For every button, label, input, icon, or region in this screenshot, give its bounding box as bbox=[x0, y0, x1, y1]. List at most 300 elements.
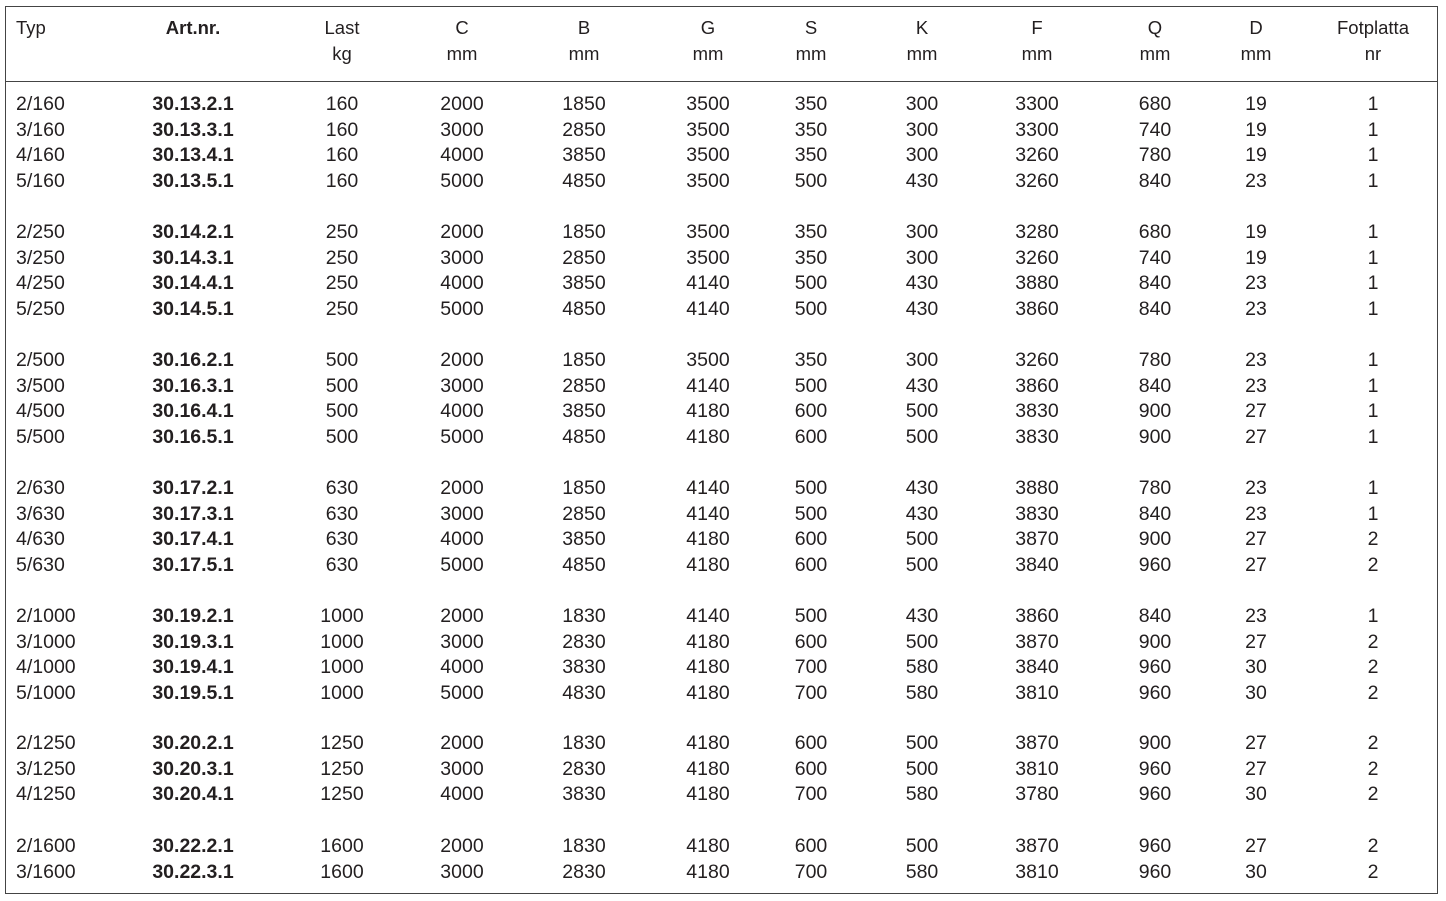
table-cell-typ: 5/250 bbox=[16, 297, 65, 320]
table-cell-typ: 2/160 bbox=[16, 93, 65, 115]
table-cell-f: 3870 bbox=[1015, 528, 1059, 551]
table-cell-last: 250 bbox=[325, 297, 359, 320]
table-cell-artnr: 30.16.3.1 bbox=[152, 374, 234, 397]
table-cell-s: 700 bbox=[794, 681, 828, 704]
table-cell-f: 3870 bbox=[1015, 835, 1059, 857]
table-cell-typ: 4/500 bbox=[16, 400, 65, 423]
table-cell-b: 2850 bbox=[562, 118, 606, 141]
table-cell-b: 1830 bbox=[562, 605, 606, 627]
table-cell-artnr: 30.14.5.1 bbox=[152, 297, 234, 320]
table-cell-b: 4850 bbox=[562, 553, 606, 576]
table-cell-q: 960 bbox=[1138, 757, 1172, 780]
table-cell-d: 27 bbox=[1245, 528, 1267, 551]
table-cell-typ: 2/1250 bbox=[16, 732, 76, 754]
table-cell-c: 3000 bbox=[440, 374, 484, 397]
table-cell-artnr: 30.20.3.1 bbox=[152, 757, 234, 780]
table-cell-b: 3850 bbox=[562, 272, 606, 295]
table-cell-artnr: 30.14.3.1 bbox=[152, 246, 234, 269]
table-cell-g: 4180 bbox=[686, 757, 730, 780]
table-cell-b: 4850 bbox=[562, 297, 606, 320]
table-cell-c: 5000 bbox=[440, 681, 484, 704]
table-cell-s: 500 bbox=[794, 477, 828, 499]
table-cell-artnr: 30.13.5.1 bbox=[152, 169, 234, 192]
table-cell-f: 3780 bbox=[1015, 783, 1059, 806]
table-cell-artnr: 30.14.2.1 bbox=[152, 221, 234, 243]
table-cell-b: 2830 bbox=[562, 630, 606, 653]
table-cell-d: 27 bbox=[1245, 732, 1267, 754]
table-cell-artnr: 30.22.2.1 bbox=[152, 835, 234, 857]
table-cell-k: 580 bbox=[905, 656, 939, 679]
table-cell-k: 580 bbox=[905, 681, 939, 704]
table-cell-typ: 3/500 bbox=[16, 374, 65, 397]
table-cell-c: 5000 bbox=[440, 425, 484, 448]
table-cell-g: 4140 bbox=[686, 605, 730, 627]
table-cell-typ: 3/250 bbox=[16, 246, 65, 269]
table-cell-b: 2850 bbox=[562, 502, 606, 525]
table-cell-fot: 1 bbox=[1367, 144, 1379, 167]
column-unit-b: mm bbox=[568, 43, 600, 64]
table-cell-g: 3500 bbox=[686, 169, 730, 192]
table-cell-b: 4850 bbox=[562, 425, 606, 448]
table-cell-c: 2000 bbox=[440, 605, 484, 627]
table-cell-d: 27 bbox=[1245, 835, 1267, 857]
table-cell-g: 4180 bbox=[686, 425, 730, 448]
table-cell-s: 350 bbox=[794, 349, 828, 371]
table-cell-fot: 2 bbox=[1367, 681, 1379, 704]
table-cell-f: 3260 bbox=[1015, 169, 1059, 192]
table-cell-s: 350 bbox=[794, 93, 828, 115]
table-cell-f: 3880 bbox=[1015, 477, 1059, 499]
table-cell-g: 4180 bbox=[686, 860, 730, 883]
table-cell-c: 3000 bbox=[440, 246, 484, 269]
table-cell-q: 740 bbox=[1138, 246, 1172, 269]
table-cell-d: 23 bbox=[1245, 169, 1267, 192]
table-cell-fot: 1 bbox=[1367, 221, 1379, 243]
table-cell-last: 250 bbox=[325, 272, 359, 295]
table-cell-f: 3300 bbox=[1015, 118, 1059, 141]
table-cell-d: 27 bbox=[1245, 757, 1267, 780]
table-cell-last: 1000 bbox=[320, 656, 364, 679]
table-cell-s: 700 bbox=[794, 656, 828, 679]
table-cell-q: 900 bbox=[1138, 630, 1172, 653]
table-cell-q: 780 bbox=[1138, 349, 1172, 371]
table-cell-s: 350 bbox=[794, 118, 828, 141]
table-cell-f: 3860 bbox=[1015, 605, 1059, 627]
table-cell-c: 4000 bbox=[440, 656, 484, 679]
table-cell-f: 3840 bbox=[1015, 656, 1059, 679]
table-cell-d: 19 bbox=[1245, 118, 1267, 141]
table-cell-artnr: 30.13.2.1 bbox=[152, 93, 234, 115]
table-cell-q: 840 bbox=[1138, 502, 1172, 525]
table-cell-s: 600 bbox=[794, 732, 828, 754]
table-cell-d: 23 bbox=[1245, 272, 1267, 295]
table-cell-c: 4000 bbox=[440, 528, 484, 551]
table-cell-q: 900 bbox=[1138, 528, 1172, 551]
table-cell-typ: 3/630 bbox=[16, 502, 65, 525]
table-cell-k: 430 bbox=[905, 169, 939, 192]
table-cell-last: 250 bbox=[325, 246, 359, 269]
table-cell-k: 500 bbox=[905, 630, 939, 653]
column-header-typ: Typ bbox=[16, 17, 46, 38]
table-cell-b: 3850 bbox=[562, 400, 606, 423]
table-cell-c: 5000 bbox=[440, 553, 484, 576]
table-cell-last: 1000 bbox=[320, 681, 364, 704]
column-unit-last: kg bbox=[332, 43, 352, 64]
table-cell-fot: 1 bbox=[1367, 605, 1379, 627]
table-cell-c: 3000 bbox=[440, 860, 484, 883]
table-cell-last: 500 bbox=[325, 425, 359, 448]
table-cell-artnr: 30.17.5.1 bbox=[152, 553, 234, 576]
table-cell-f: 3870 bbox=[1015, 732, 1059, 754]
table-cell-typ: 5/1000 bbox=[16, 681, 76, 704]
table-cell-k: 430 bbox=[905, 502, 939, 525]
table-cell-last: 500 bbox=[325, 400, 359, 423]
table-cell-c: 4000 bbox=[440, 144, 484, 167]
table-cell-f: 3810 bbox=[1015, 681, 1059, 704]
column-unit-k: mm bbox=[906, 43, 938, 64]
table-cell-c: 4000 bbox=[440, 783, 484, 806]
table-cell-typ: 2/1000 bbox=[16, 605, 76, 627]
table-cell-q: 840 bbox=[1138, 605, 1172, 627]
table-cell-d: 19 bbox=[1245, 93, 1267, 115]
table-cell-artnr: 30.16.2.1 bbox=[152, 349, 234, 371]
table-cell-c: 5000 bbox=[440, 297, 484, 320]
table-cell-last: 630 bbox=[325, 553, 359, 576]
table-cell-typ: 4/1250 bbox=[16, 783, 76, 806]
table-cell-typ: 5/500 bbox=[16, 425, 65, 448]
table-cell-f: 3260 bbox=[1015, 144, 1059, 167]
table-cell-c: 3000 bbox=[440, 502, 484, 525]
table-cell-b: 4830 bbox=[562, 681, 606, 704]
table-cell-c: 2000 bbox=[440, 349, 484, 371]
table-cell-d: 27 bbox=[1245, 425, 1267, 448]
table-cell-b: 3850 bbox=[562, 528, 606, 551]
table-cell-g: 4140 bbox=[686, 272, 730, 295]
table-cell-typ: 2/1600 bbox=[16, 835, 76, 857]
table-cell-q: 900 bbox=[1138, 400, 1172, 423]
table-cell-artnr: 30.13.3.1 bbox=[152, 118, 234, 141]
table-cell-typ: 2/250 bbox=[16, 221, 65, 243]
table-cell-s: 350 bbox=[794, 246, 828, 269]
table-cell-c: 2000 bbox=[440, 835, 484, 857]
table-cell-c: 3000 bbox=[440, 118, 484, 141]
table-cell-typ: 3/1600 bbox=[16, 860, 76, 883]
table-cell-g: 3500 bbox=[686, 93, 730, 115]
column-unit-d: mm bbox=[1240, 43, 1272, 64]
table-cell-d: 23 bbox=[1245, 477, 1267, 499]
table-cell-g: 4140 bbox=[686, 374, 730, 397]
table-cell-c: 3000 bbox=[440, 630, 484, 653]
table-cell-q: 960 bbox=[1138, 656, 1172, 679]
column-unit-g: mm bbox=[692, 43, 724, 64]
table-cell-f: 3830 bbox=[1015, 400, 1059, 423]
column-header-g: G bbox=[700, 17, 716, 38]
table-cell-q: 680 bbox=[1138, 93, 1172, 115]
table-cell-artnr: 30.19.3.1 bbox=[152, 630, 234, 653]
table-cell-k: 500 bbox=[905, 732, 939, 754]
table-cell-k: 500 bbox=[905, 553, 939, 576]
table-cell-last: 500 bbox=[325, 374, 359, 397]
table-cell-b: 1850 bbox=[562, 349, 606, 371]
table-cell-s: 500 bbox=[794, 502, 828, 525]
table-cell-k: 580 bbox=[905, 860, 939, 883]
table-cell-g: 4180 bbox=[686, 528, 730, 551]
table-cell-artnr: 30.14.4.1 bbox=[152, 272, 234, 295]
table-cell-artnr: 30.16.5.1 bbox=[152, 425, 234, 448]
table-cell-fot: 1 bbox=[1367, 400, 1379, 423]
table-cell-q: 840 bbox=[1138, 272, 1172, 295]
table-cell-fot: 1 bbox=[1367, 502, 1379, 525]
table-cell-d: 27 bbox=[1245, 630, 1267, 653]
table-cell-b: 3850 bbox=[562, 144, 606, 167]
table-cell-artnr: 30.19.4.1 bbox=[152, 656, 234, 679]
table-cell-g: 4180 bbox=[686, 783, 730, 806]
column-header-q: Q bbox=[1147, 17, 1163, 38]
table-cell-s: 600 bbox=[794, 528, 828, 551]
table-cell-fot: 1 bbox=[1367, 349, 1379, 371]
table-cell-artnr: 30.13.4.1 bbox=[152, 144, 234, 167]
table-cell-d: 23 bbox=[1245, 502, 1267, 525]
table-cell-fot: 2 bbox=[1367, 732, 1379, 754]
table-cell-s: 600 bbox=[794, 835, 828, 857]
table-cell-typ: 3/1000 bbox=[16, 630, 76, 653]
table-cell-g: 3500 bbox=[686, 221, 730, 243]
table-cell-fot: 2 bbox=[1367, 528, 1379, 551]
table-cell-s: 700 bbox=[794, 860, 828, 883]
table-cell-fot: 1 bbox=[1367, 477, 1379, 499]
table-cell-k: 500 bbox=[905, 757, 939, 780]
table-cell-typ: 5/630 bbox=[16, 553, 65, 576]
table-cell-g: 3500 bbox=[686, 349, 730, 371]
table-cell-last: 630 bbox=[325, 528, 359, 551]
table-cell-last: 1250 bbox=[320, 732, 364, 754]
table-cell-q: 900 bbox=[1138, 732, 1172, 754]
table-cell-q: 840 bbox=[1138, 374, 1172, 397]
table-cell-fot: 1 bbox=[1367, 297, 1379, 320]
table-cell-k: 500 bbox=[905, 835, 939, 857]
table-cell-k: 430 bbox=[905, 272, 939, 295]
table-cell-c: 2000 bbox=[440, 93, 484, 115]
column-header-d: D bbox=[1249, 17, 1263, 38]
table-cell-last: 1600 bbox=[320, 860, 364, 883]
table-cell-d: 30 bbox=[1245, 681, 1267, 704]
column-unit-c: mm bbox=[446, 43, 478, 64]
table-cell-c: 2000 bbox=[440, 477, 484, 499]
table-cell-k: 300 bbox=[905, 349, 939, 371]
column-unit-f: mm bbox=[1021, 43, 1053, 64]
table-cell-s: 600 bbox=[794, 425, 828, 448]
table-cell-artnr: 30.16.4.1 bbox=[152, 400, 234, 423]
table-cell-k: 300 bbox=[905, 144, 939, 167]
table-cell-b: 2850 bbox=[562, 374, 606, 397]
table-cell-f: 3840 bbox=[1015, 553, 1059, 576]
table-cell-b: 2830 bbox=[562, 757, 606, 780]
table-cell-k: 300 bbox=[905, 93, 939, 115]
table-cell-b: 3830 bbox=[562, 656, 606, 679]
table-cell-fot: 2 bbox=[1367, 630, 1379, 653]
table-cell-last: 1000 bbox=[320, 630, 364, 653]
table-cell-c: 3000 bbox=[440, 757, 484, 780]
table-cell-last: 630 bbox=[325, 502, 359, 525]
table-cell-typ: 4/1000 bbox=[16, 656, 76, 679]
column-unit-q: mm bbox=[1139, 43, 1171, 64]
table-cell-q: 840 bbox=[1138, 169, 1172, 192]
table-cell-last: 160 bbox=[325, 118, 359, 141]
table-cell-d: 19 bbox=[1245, 144, 1267, 167]
table-cell-fot: 2 bbox=[1367, 860, 1379, 883]
column-header-s: S bbox=[804, 17, 818, 38]
table-cell-s: 500 bbox=[794, 297, 828, 320]
table-cell-f: 3810 bbox=[1015, 757, 1059, 780]
table-cell-fot: 1 bbox=[1367, 425, 1379, 448]
table-cell-last: 500 bbox=[325, 349, 359, 371]
table-cell-g: 3500 bbox=[686, 144, 730, 167]
table-cell-artnr: 30.17.2.1 bbox=[152, 477, 234, 499]
table-cell-last: 250 bbox=[325, 221, 359, 243]
column-header-c: C bbox=[455, 17, 469, 38]
table-cell-typ: 2/500 bbox=[16, 349, 65, 371]
table-cell-f: 3830 bbox=[1015, 425, 1059, 448]
table-cell-q: 680 bbox=[1138, 221, 1172, 243]
table-cell-artnr: 30.20.4.1 bbox=[152, 783, 234, 806]
table-cell-f: 3860 bbox=[1015, 374, 1059, 397]
table-cell-k: 300 bbox=[905, 118, 939, 141]
table-cell-f: 3870 bbox=[1015, 630, 1059, 653]
table-cell-g: 4180 bbox=[686, 681, 730, 704]
table-cell-artnr: 30.19.5.1 bbox=[152, 681, 234, 704]
table-cell-s: 600 bbox=[794, 400, 828, 423]
table-cell-last: 630 bbox=[325, 477, 359, 499]
table-cell-last: 160 bbox=[325, 93, 359, 115]
header-divider bbox=[5, 81, 1438, 82]
table-cell-typ: 5/160 bbox=[16, 169, 65, 192]
table-cell-s: 350 bbox=[794, 144, 828, 167]
column-header-b: B bbox=[577, 17, 591, 38]
table-cell-f: 3280 bbox=[1015, 221, 1059, 243]
table-cell-g: 4140 bbox=[686, 477, 730, 499]
table-cell-d: 23 bbox=[1245, 374, 1267, 397]
table-cell-s: 500 bbox=[794, 605, 828, 627]
table-cell-k: 500 bbox=[905, 400, 939, 423]
table-cell-f: 3810 bbox=[1015, 860, 1059, 883]
table-cell-artnr: 30.17.3.1 bbox=[152, 502, 234, 525]
column-header-fot: Fotplatta bbox=[1337, 17, 1409, 38]
table-cell-last: 1000 bbox=[320, 605, 364, 627]
table-cell-typ: 4/630 bbox=[16, 528, 65, 551]
table-cell-c: 2000 bbox=[440, 221, 484, 243]
table-cell-k: 430 bbox=[905, 374, 939, 397]
table-cell-g: 3500 bbox=[686, 246, 730, 269]
table-cell-g: 4180 bbox=[686, 400, 730, 423]
table-cell-b: 1830 bbox=[562, 835, 606, 857]
table-cell-fot: 2 bbox=[1367, 783, 1379, 806]
table-cell-fot: 1 bbox=[1367, 93, 1379, 115]
table-cell-b: 1850 bbox=[562, 93, 606, 115]
table-cell-g: 4180 bbox=[686, 656, 730, 679]
table-cell-artnr: 30.22.3.1 bbox=[152, 860, 234, 883]
table-cell-last: 1250 bbox=[320, 757, 364, 780]
table-cell-c: 5000 bbox=[440, 169, 484, 192]
table-cell-q: 900 bbox=[1138, 425, 1172, 448]
table-cell-s: 500 bbox=[794, 169, 828, 192]
table-cell-d: 30 bbox=[1245, 656, 1267, 679]
column-header-f: F bbox=[1031, 17, 1043, 38]
table-cell-fot: 1 bbox=[1367, 246, 1379, 269]
table-cell-c: 2000 bbox=[440, 732, 484, 754]
table-cell-f: 3300 bbox=[1015, 93, 1059, 115]
table-cell-g: 4140 bbox=[686, 297, 730, 320]
table-cell-g: 4180 bbox=[686, 835, 730, 857]
table-cell-s: 700 bbox=[794, 783, 828, 806]
table-cell-typ: 4/250 bbox=[16, 272, 65, 295]
table-cell-d: 30 bbox=[1245, 860, 1267, 883]
table-cell-typ: 3/1250 bbox=[16, 757, 76, 780]
table-cell-last: 160 bbox=[325, 144, 359, 167]
column-header-artnr: Art.nr. bbox=[165, 17, 221, 38]
table-cell-b: 1850 bbox=[562, 477, 606, 499]
table-cell-last: 1250 bbox=[320, 783, 364, 806]
table-cell-k: 580 bbox=[905, 783, 939, 806]
table-cell-s: 500 bbox=[794, 374, 828, 397]
table-cell-s: 600 bbox=[794, 630, 828, 653]
table-cell-g: 4180 bbox=[686, 630, 730, 653]
table-cell-q: 740 bbox=[1138, 118, 1172, 141]
table-cell-q: 960 bbox=[1138, 681, 1172, 704]
table-cell-k: 430 bbox=[905, 297, 939, 320]
column-header-k: K bbox=[915, 17, 929, 38]
table-cell-b: 2850 bbox=[562, 246, 606, 269]
table-cell-q: 960 bbox=[1138, 860, 1172, 883]
table-cell-typ: 3/160 bbox=[16, 118, 65, 141]
table-cell-q: 780 bbox=[1138, 144, 1172, 167]
table-cell-d: 23 bbox=[1245, 605, 1267, 627]
table-cell-fot: 2 bbox=[1367, 757, 1379, 780]
table-cell-q: 960 bbox=[1138, 835, 1172, 857]
table-cell-b: 1830 bbox=[562, 732, 606, 754]
table-cell-s: 600 bbox=[794, 553, 828, 576]
table-cell-d: 23 bbox=[1245, 349, 1267, 371]
column-unit-s: mm bbox=[795, 43, 827, 64]
table-cell-b: 1850 bbox=[562, 221, 606, 243]
table-cell-fot: 2 bbox=[1367, 656, 1379, 679]
table-cell-c: 4000 bbox=[440, 272, 484, 295]
table-cell-fot: 1 bbox=[1367, 374, 1379, 397]
table-cell-last: 1600 bbox=[320, 835, 364, 857]
table-cell-b: 4850 bbox=[562, 169, 606, 192]
table-cell-q: 960 bbox=[1138, 553, 1172, 576]
table-cell-artnr: 30.20.2.1 bbox=[152, 732, 234, 754]
table-cell-last: 160 bbox=[325, 169, 359, 192]
table-cell-b: 2830 bbox=[562, 860, 606, 883]
table-cell-fot: 2 bbox=[1367, 835, 1379, 857]
table-cell-d: 23 bbox=[1245, 297, 1267, 320]
table-cell-k: 300 bbox=[905, 246, 939, 269]
table-cell-d: 30 bbox=[1245, 783, 1267, 806]
table-cell-f: 3260 bbox=[1015, 246, 1059, 269]
column-header-last: Last bbox=[324, 17, 360, 38]
table-cell-q: 960 bbox=[1138, 783, 1172, 806]
table-cell-d: 19 bbox=[1245, 246, 1267, 269]
table-cell-fot: 1 bbox=[1367, 169, 1379, 192]
table-cell-f: 3860 bbox=[1015, 297, 1059, 320]
table-cell-f: 3830 bbox=[1015, 502, 1059, 525]
table-cell-q: 840 bbox=[1138, 297, 1172, 320]
table-cell-g: 4180 bbox=[686, 553, 730, 576]
table-cell-g: 4140 bbox=[686, 502, 730, 525]
table-cell-f: 3880 bbox=[1015, 272, 1059, 295]
table-cell-k: 430 bbox=[905, 477, 939, 499]
table-cell-d: 27 bbox=[1245, 400, 1267, 423]
